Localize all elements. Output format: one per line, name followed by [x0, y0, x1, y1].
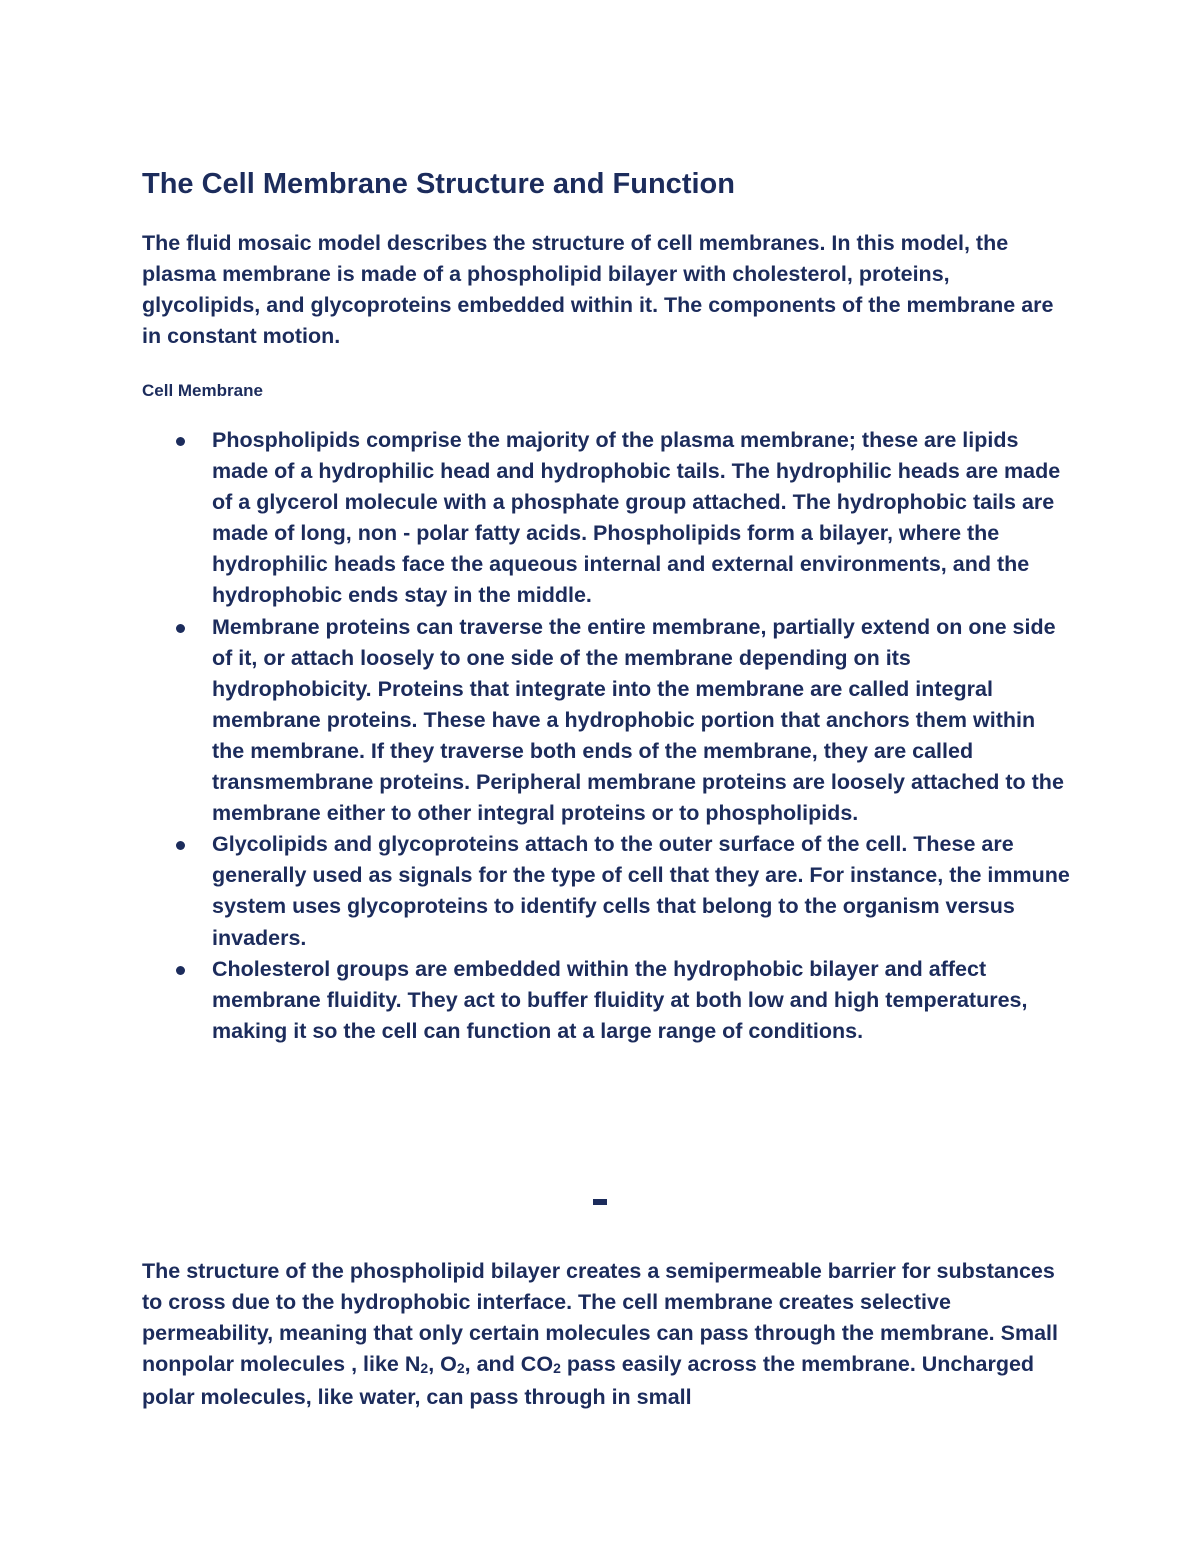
- bullet-dot-icon: [176, 966, 185, 975]
- list-item: [212, 425, 1072, 612]
- permeability-paragraph: [142, 1256, 1072, 1413]
- list-item: [212, 829, 1072, 953]
- list-item-text: Phospholipids comprise the majority of the plasma membrane; these are lipids made of a hydrophilic head and hydrophobic tails. The hydrophilic heads are made of a glycerol molecule with a phosphate group attached. The hydrophobic tails are made of long, non - polar fatty acids. Phospholipids form a bilayer, where the hydrophilic heads face the aqueous internal and external environments, and the hydrophobic ends stay in the middle.: [212, 428, 1061, 608]
- paragraph-text: pass easily across the membrane. Uncharged polar molecules, like water, can pass through in small: [142, 1352, 1035, 1410]
- section-heading: Cell Membrane: [142, 381, 263, 400]
- list-item: [212, 612, 1072, 830]
- subscript: 2: [420, 1360, 429, 1377]
- bullet-dot-icon: [176, 624, 185, 633]
- bullet-dot-icon: [176, 841, 185, 850]
- paragraph-text: , and CO: [464, 1352, 554, 1377]
- paragraph-text: , O: [428, 1352, 457, 1377]
- paragraph-text: The structure of the phospholipid bilayer creates a semipermeable barrier for substances to cross due to the hydrophobic interface. The cell membrane creates selective permeability, meaning that only certain molecules can pass through the membrane. Small nonpolar molecules , like N: [142, 1259, 1058, 1377]
- list-item: [212, 954, 1072, 1047]
- intro-paragraph: The fluid mosaic model describes the structure of cell membranes. In this model, the plasma membrane is made of a phospholipid bilayer with cholesterol, proteins, glycolipids, and glycoproteins embedded within it. The components of the membrane are in constant motion.: [142, 231, 1054, 348]
- page-title: The Cell Membrane Structure and Function: [142, 168, 735, 200]
- section-divider: [593, 1199, 607, 1205]
- list-item-text: Cholesterol groups are embedded within the hydrophobic bilayer and affect membrane fluidity. They act to buffer fluidity at both low and high temperatures, making it so the cell can function at a large range of conditions.: [212, 956, 1028, 1043]
- bullet-dot-icon: [176, 437, 185, 446]
- bullet-list: [212, 425, 1072, 1047]
- list-item-text: Membrane proteins can traverse the entire membrane, partially extend on one side of it, or attach loosely to one side of the membrane depending on its hydrophobicity. Proteins that integrate into the membrane are called integral membrane proteins. These have a hydrophobic portion that anchors them within the membrane. If they traverse both ends of the membrane, they are called transmembrane proteins. Peripheral membrane proteins are loosely attached to the membrane either to other integral proteins or to phospholipids.: [212, 614, 1064, 826]
- subscript: 2: [553, 1360, 561, 1377]
- subscript: 2: [456, 1360, 465, 1377]
- list-item-text: Glycolipids and glycoproteins attach to the outer surface of the cell. These are generally used as signals for the type of cell that they are. For instance, the immune system uses glycoproteins to identify cells that belong to the organism versus invaders.: [212, 832, 1070, 950]
